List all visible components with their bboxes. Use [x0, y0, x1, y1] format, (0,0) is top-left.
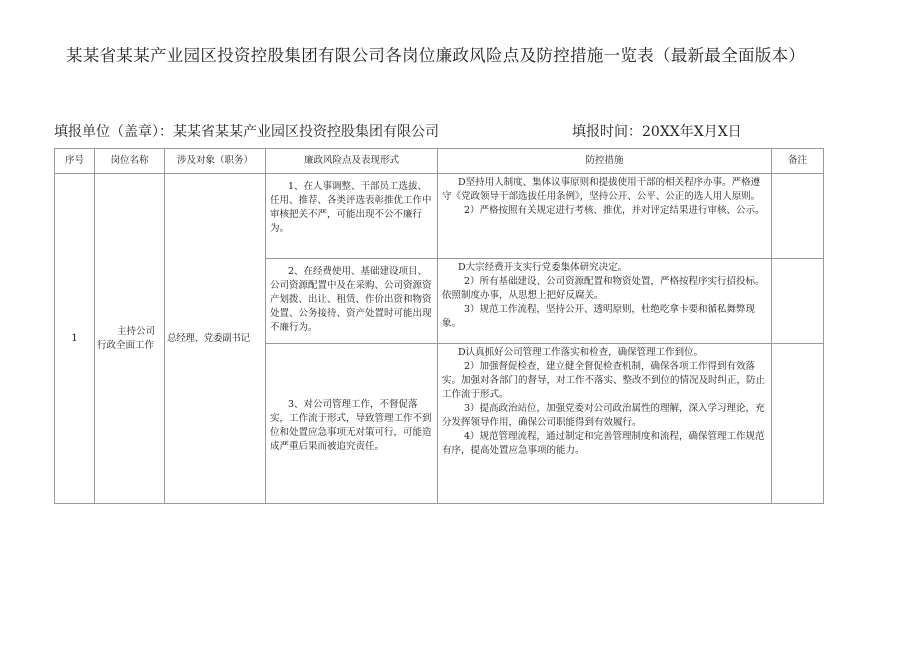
remark-1: [772, 174, 824, 259]
row-number: 1: [55, 174, 95, 504]
measures-2: [438, 259, 772, 344]
measure-item: 2）加强督促检查，建立健全督促检查机制，确保各项工作得到有效落实。加强对各部门的督导，对工作不落实、整改不到位的情况及时纠正，防止工作流于形式。: [442, 361, 766, 400]
header-position: 岗位名称: [95, 149, 165, 174]
risk-point-2: 2、在经费使用、基础建设项目、公司资源配置中及在采购、公司资源资产划拨、出让、租赁、作价出资和物资处置、公务接待、资产处置时可能出现不廉行为。: [266, 259, 438, 344]
header-remark: 备注: [772, 149, 824, 174]
measure-item: 2）所有基础建设、公司资源配置和物资处置，严格按程序实行招投标。依照制度办事，从思想上把好反腐关。: [442, 276, 765, 301]
measure-item: 2）严格按照有关规定进行考核、推优，并对评定结果进行审核、公示。: [464, 205, 765, 216]
filler-date-label: 填报时间：20XX年X月X日: [572, 124, 742, 140]
measure-item: D坚持用人制度、集体议事原则和提拔使用干部的相关程序办事。严格遵守《党政领导干部选拔任用条例》，坚持公开、公平、公正的选人用人原则。: [442, 177, 761, 202]
measure-item: D认真抓好公司管理工作落实和检查，确保管理工作到位。: [458, 347, 704, 358]
table-row: [55, 174, 824, 259]
header-measures: 防控措施: [438, 149, 772, 174]
table-header-row: [55, 149, 824, 174]
header-risk: 廉政风险点及表现形式: [266, 149, 438, 174]
involved-role: 总经理、党委副书记: [165, 174, 266, 504]
measure-item: 3）规范工作流程，坚持公开、透明原则，杜绝吃拿卡要和循私舞弊现象。: [442, 304, 756, 329]
measure-item: D大宗经费开支实行党委集体研究决定。: [458, 262, 628, 273]
risk-point-3: 3、对公司管理工作，不督促落实，工作流于形式，导致管理工作不到位和处置应急事项无对策可行，可能造成严重后果而被追究责任。: [266, 344, 438, 504]
remark-3: [772, 344, 824, 504]
header-involved: 涉及对象（职务）: [165, 149, 266, 174]
position-name: 主持公司行政全面工作: [95, 174, 165, 504]
measure-item: 4）规范管理流程，通过制定和完善管理制度和流程，确保管理工作规范有序，提高处置应急事项的能力。: [442, 431, 765, 456]
header-no: 序号: [55, 149, 95, 174]
filler-unit-label: 填报单位（盖章）：某某省某某产业园区投资控股集团有限公司: [54, 124, 439, 140]
risk-point-1: 1、在人事调整、干部员工选拔、任用、推荐、各类评选表彰推优工作中审核把关不严，可能出现不公不廉行为。: [266, 174, 438, 259]
measure-item: 3）提高政治站位，加强党委对公司政治属性的理解，深入学习理论，充分发挥领导作用，确保公司职能得到有效履行。: [442, 403, 765, 428]
measures-3: [438, 344, 772, 504]
measures-1: [438, 174, 772, 259]
document-title: 某某省某某产业园区投资控股集团有限公司各岗位廉政风险点及防控措施一览表（最新最全面版本）: [66, 46, 806, 65]
remark-2: [772, 259, 824, 344]
risk-table: [54, 148, 824, 504]
